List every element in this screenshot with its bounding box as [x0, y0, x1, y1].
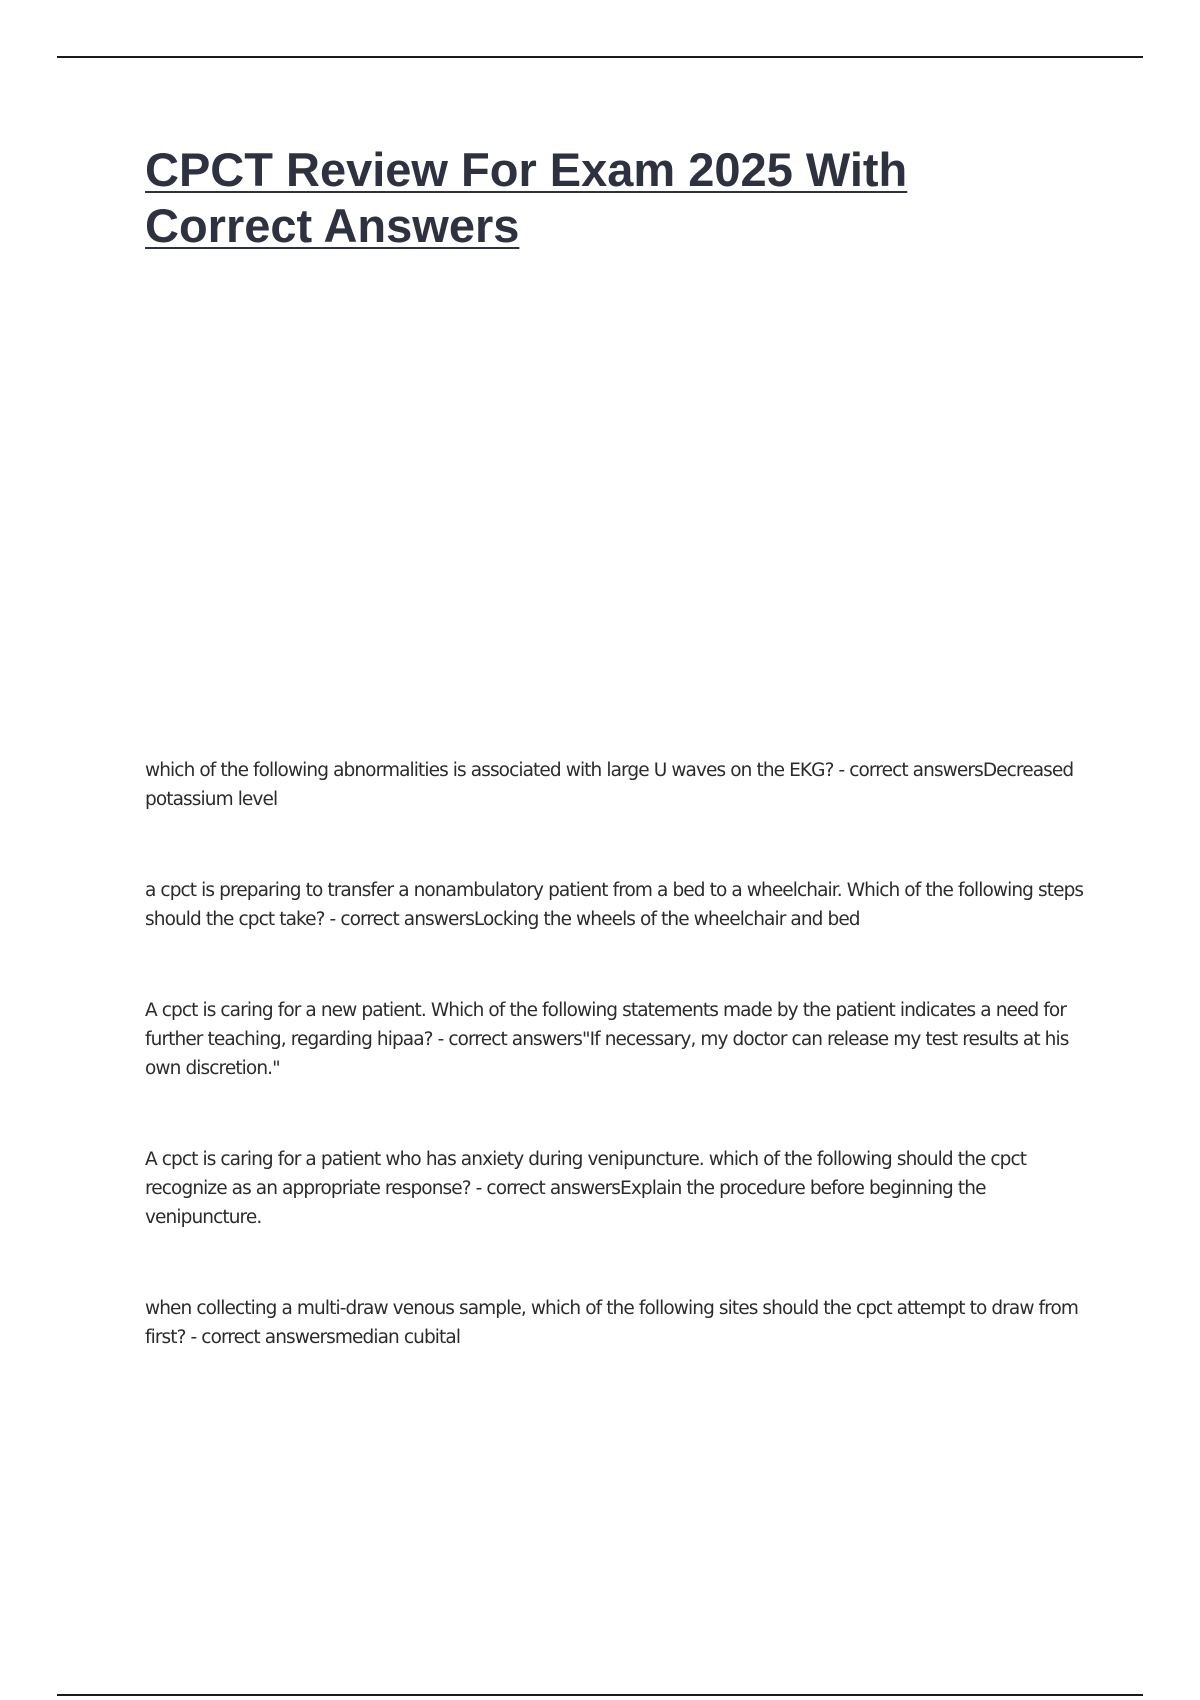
qa-item: when collecting a multi-draw venous sample, which of the following sites should the cpct attempt to draw from first? - correct answersmedian cubital [145, 1298, 1078, 1348]
qa-item: which of the following abnormalities is associated with large U waves on the EKG? - correct answersDecreased potassium level [145, 760, 1074, 810]
document-title: CPCT Review For Exam 2025 With Correct Answers [145, 143, 908, 252]
bottom-rule [57, 1694, 1143, 1696]
top-rule [57, 56, 1143, 58]
qa-item: A cpct is caring for a patient who has anxiety during venipuncture. which of the following should the cpct recognize as an appropriate response? - correct answersExplain the procedure before beginning the venipuncture. [145, 1149, 1027, 1228]
qa-item: A cpct is caring for a new patient. Which of the following statements made by the patient indicates a need for further teaching, regarding hipaa? - correct answers"If necessary, my doctor can release my test results at his own discretion." [145, 1000, 1069, 1079]
qa-list [145, 756, 1095, 1414]
qa-item: a cpct is preparing to transfer a nonambulatory patient from a bed to a wheelchair. Which of the following steps should the cpct take? - correct answersLocking the wheels of the wheelchair and bed [145, 880, 1084, 930]
